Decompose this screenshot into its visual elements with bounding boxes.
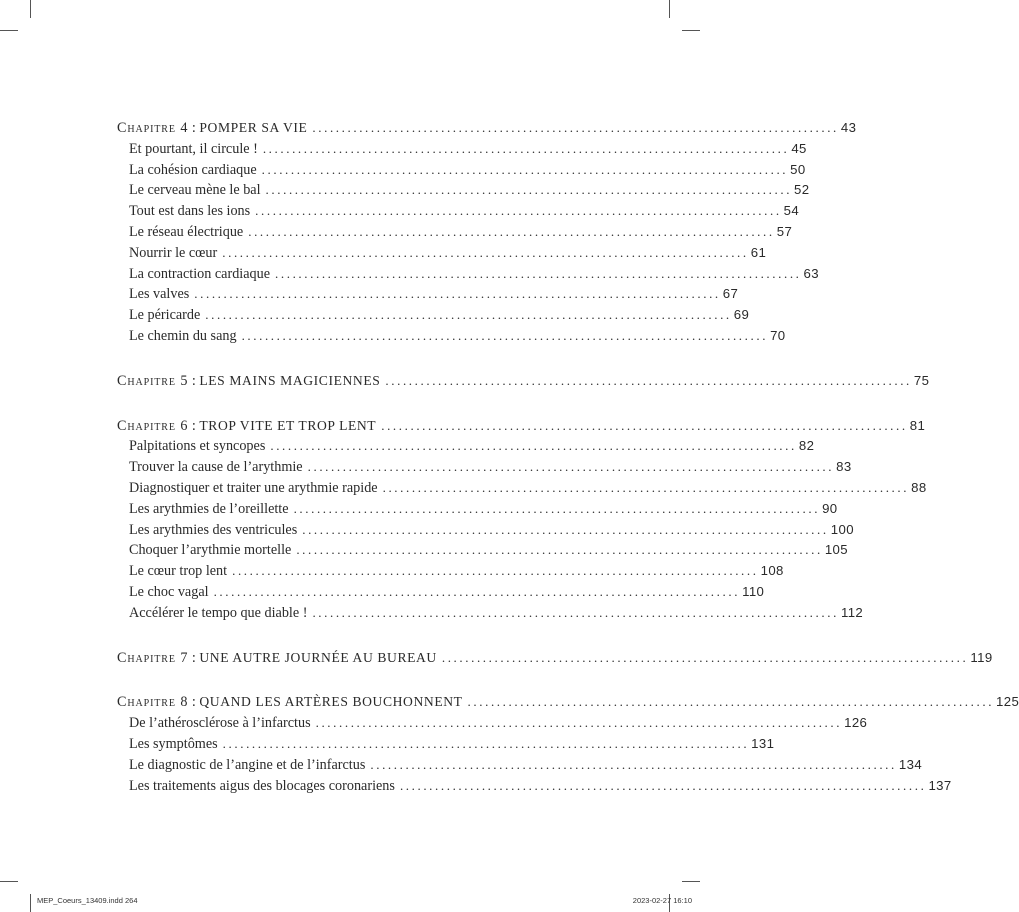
toc-entry — [117, 305, 750, 326]
page-number: 88 — [911, 479, 927, 495]
dot-leader: .......................................................................................... — [194, 286, 721, 302]
dot-leader: .......................................................................................... — [262, 140, 790, 156]
page-number: 108 — [760, 563, 784, 579]
toc-entry — [117, 755, 923, 776]
page-number: 119 — [970, 649, 993, 665]
page-number: 70 — [770, 327, 786, 343]
toc-entry — [117, 201, 800, 222]
page-number: 50 — [790, 161, 806, 177]
toc-entry — [117, 776, 952, 797]
toc-entry — [117, 499, 838, 520]
chapter-8 — [117, 692, 1019, 796]
dot-leader: .......................................................................................... — [241, 327, 769, 343]
entry-title: Tout est dans les ions — [129, 203, 251, 220]
toc-entry — [117, 139, 807, 160]
dot-leader: .......................................................................................... — [205, 307, 732, 323]
dot-leader: .......................................................................................... — [312, 604, 839, 620]
entry-title: Le cerveau mène le bal — [129, 182, 261, 199]
toc-entry — [117, 478, 927, 499]
chapter-6 — [117, 416, 927, 624]
page-number: 83 — [836, 459, 852, 475]
entry-title: Le péricarde — [129, 307, 201, 324]
chapter-name: LES MAINS MAGICIENNES — [199, 372, 381, 388]
crop-mark — [682, 881, 700, 882]
entry-title: Diagnostiquer et traiter une arythmie rapide — [129, 479, 378, 496]
chapter-heading — [117, 118, 857, 139]
chapter-title — [117, 371, 380, 392]
entry-title: Le chemin du sang — [129, 327, 237, 344]
entry-title: Et pourtant, il circule ! — [129, 140, 258, 157]
chapter-prefix: Chapitre 6 — [117, 417, 189, 434]
crop-mark — [30, 894, 31, 912]
chapter-5 — [117, 371, 930, 392]
dot-leader: .......................................................................................... — [232, 563, 759, 579]
crop-mark — [0, 881, 18, 882]
page-number: 112 — [840, 604, 864, 620]
chapter-prefix: Chapitre 7 — [117, 649, 189, 666]
toc-entry — [117, 540, 849, 561]
dot-leader: .......................................................................................... — [222, 735, 750, 751]
chapter-title — [117, 118, 307, 139]
dot-leader: .......................................................................................... — [441, 649, 969, 665]
toc-entry — [117, 734, 775, 755]
entry-title: Le réseau électrique — [129, 223, 244, 240]
page-number: 134 — [898, 756, 923, 772]
entry-title: Accélérer le tempo que diable ! — [129, 604, 308, 621]
toc-entry — [117, 582, 765, 603]
dot-leader: .......................................................................................... — [255, 203, 782, 219]
entry-title: Palpitations et syncopes — [129, 438, 266, 455]
dot-leader: .......................................................................................... — [265, 182, 793, 198]
page-number: 69 — [733, 307, 750, 323]
chapter-name: QUAND LES ARTÈRES BOUCHONNENT — [199, 694, 463, 710]
dot-leader: .......................................................................................... — [312, 120, 839, 135]
page-number: 137 — [928, 777, 952, 793]
dot-leader: .......................................................................................... — [307, 459, 835, 475]
entry-title: Nourrir le cœur — [129, 244, 218, 261]
chapter-prefix: Chapitre 8 — [117, 694, 189, 711]
entry-title: Choquer l’arythmie mortelle — [129, 542, 292, 559]
footer-file-info: MEP_Coeurs_13409.indd 264 — [37, 896, 138, 905]
dot-leader: .......................................................................................... — [248, 223, 775, 239]
toc-entry — [117, 284, 739, 305]
page-number: 110 — [742, 583, 765, 599]
entry-title: Les arythmies de l’oreillette — [129, 500, 289, 517]
dot-leader: .......................................................................................... — [261, 161, 789, 177]
page-number: 45 — [791, 140, 807, 156]
page-number: 75 — [913, 372, 930, 388]
chapter-prefix: Chapitre 5 — [117, 372, 189, 389]
page-number: 100 — [830, 521, 854, 537]
page-number: 57 — [776, 223, 793, 239]
crop-mark — [0, 30, 18, 31]
dot-leader: .......................................................................................... — [399, 777, 927, 793]
chapter-separator: : — [188, 417, 200, 434]
dot-leader: .......................................................................................... — [270, 438, 797, 454]
toc-entry — [117, 160, 806, 181]
toc-entry — [117, 326, 786, 347]
dot-leader: .......................................................................................... — [382, 479, 910, 495]
toc-entry — [117, 561, 784, 582]
toc-entry — [117, 180, 810, 201]
chapter-separator: : — [188, 649, 200, 666]
page-number: 82 — [798, 438, 815, 454]
crop-mark — [30, 0, 31, 18]
toc-entry — [117, 520, 854, 541]
page-number: 125 — [996, 694, 1019, 710]
chapter-title — [117, 416, 376, 437]
entry-title: La cohésion cardiaque — [129, 161, 257, 178]
chapter-separator: : — [188, 372, 200, 389]
entry-title: Trouver la cause de l’arythmie — [129, 459, 303, 476]
entry-title: Les traitements aigus des blocages coronariens — [129, 777, 395, 794]
entry-title: La contraction cardiaque — [129, 265, 271, 282]
page-number: 54 — [783, 203, 800, 219]
chapter-heading — [117, 648, 993, 669]
page-number: 63 — [803, 265, 819, 281]
page-number: 61 — [750, 244, 767, 260]
toc-entry — [117, 713, 868, 734]
entry-title: Le diagnostic de l’angine et de l’infarctus — [129, 756, 366, 773]
dot-leader: .......................................................................................... — [302, 521, 829, 537]
toc-entry — [117, 457, 852, 478]
chapter-heading — [117, 371, 930, 392]
dot-leader: .......................................................................................... — [213, 583, 741, 599]
chapter-prefix: Chapitre 4 — [117, 120, 189, 136]
toc-entry — [117, 603, 864, 624]
page-number: 126 — [844, 715, 868, 731]
dot-leader: .......................................................................................... — [467, 694, 995, 710]
dot-leader: .......................................................................................... — [293, 500, 821, 516]
page-number: 81 — [909, 417, 926, 433]
entry-title: Les arythmies des ventricules — [129, 521, 298, 538]
chapter-separator: : — [188, 120, 200, 136]
crop-mark — [682, 30, 700, 31]
dot-leader: .......................................................................................... — [385, 372, 912, 388]
crop-mark — [669, 0, 670, 18]
page-number: 67 — [722, 286, 739, 302]
dot-leader: .......................................................................................... — [222, 244, 749, 260]
page-number: 131 — [751, 735, 775, 751]
dot-leader: .......................................................................................... — [381, 417, 908, 433]
toc-entry — [117, 243, 767, 264]
entry-title: De l’athérosclérose à l’infarctus — [129, 715, 311, 732]
chapter-name: TROP VITE ET TROP LENT — [199, 417, 377, 433]
dot-leader: .......................................................................................... — [315, 715, 843, 731]
chapter-7 — [117, 648, 993, 669]
chapter-4 — [117, 118, 857, 347]
page-number: 90 — [822, 500, 838, 516]
page-number: 52 — [794, 182, 810, 198]
chapter-title — [117, 648, 437, 669]
toc-entry — [117, 264, 819, 285]
toc-entry — [117, 436, 815, 457]
entry-title: Les valves — [129, 286, 190, 303]
toc-entry — [117, 222, 793, 243]
page-number: 43 — [840, 120, 857, 135]
table-of-contents — [117, 118, 1019, 820]
entry-title: Le cœur trop lent — [129, 563, 228, 580]
chapter-name: POMPER SA VIE — [199, 120, 308, 135]
chapter-separator: : — [188, 694, 200, 711]
footer-timestamp: 2023-02-27 16:10 — [632, 896, 692, 905]
chapter-heading — [117, 692, 1019, 713]
entry-title: Les symptômes — [129, 735, 218, 752]
chapter-name: UNE AUTRE JOURNÉE AU BUREAU — [199, 649, 437, 665]
page-number: 105 — [824, 542, 849, 558]
chapter-title — [117, 692, 463, 713]
dot-leader: .......................................................................................... — [275, 265, 802, 281]
entry-title: Le choc vagal — [129, 583, 209, 600]
dot-leader: .......................................................................................... — [296, 542, 823, 558]
dot-leader: .......................................................................................... — [370, 756, 897, 772]
chapter-heading — [117, 416, 926, 437]
